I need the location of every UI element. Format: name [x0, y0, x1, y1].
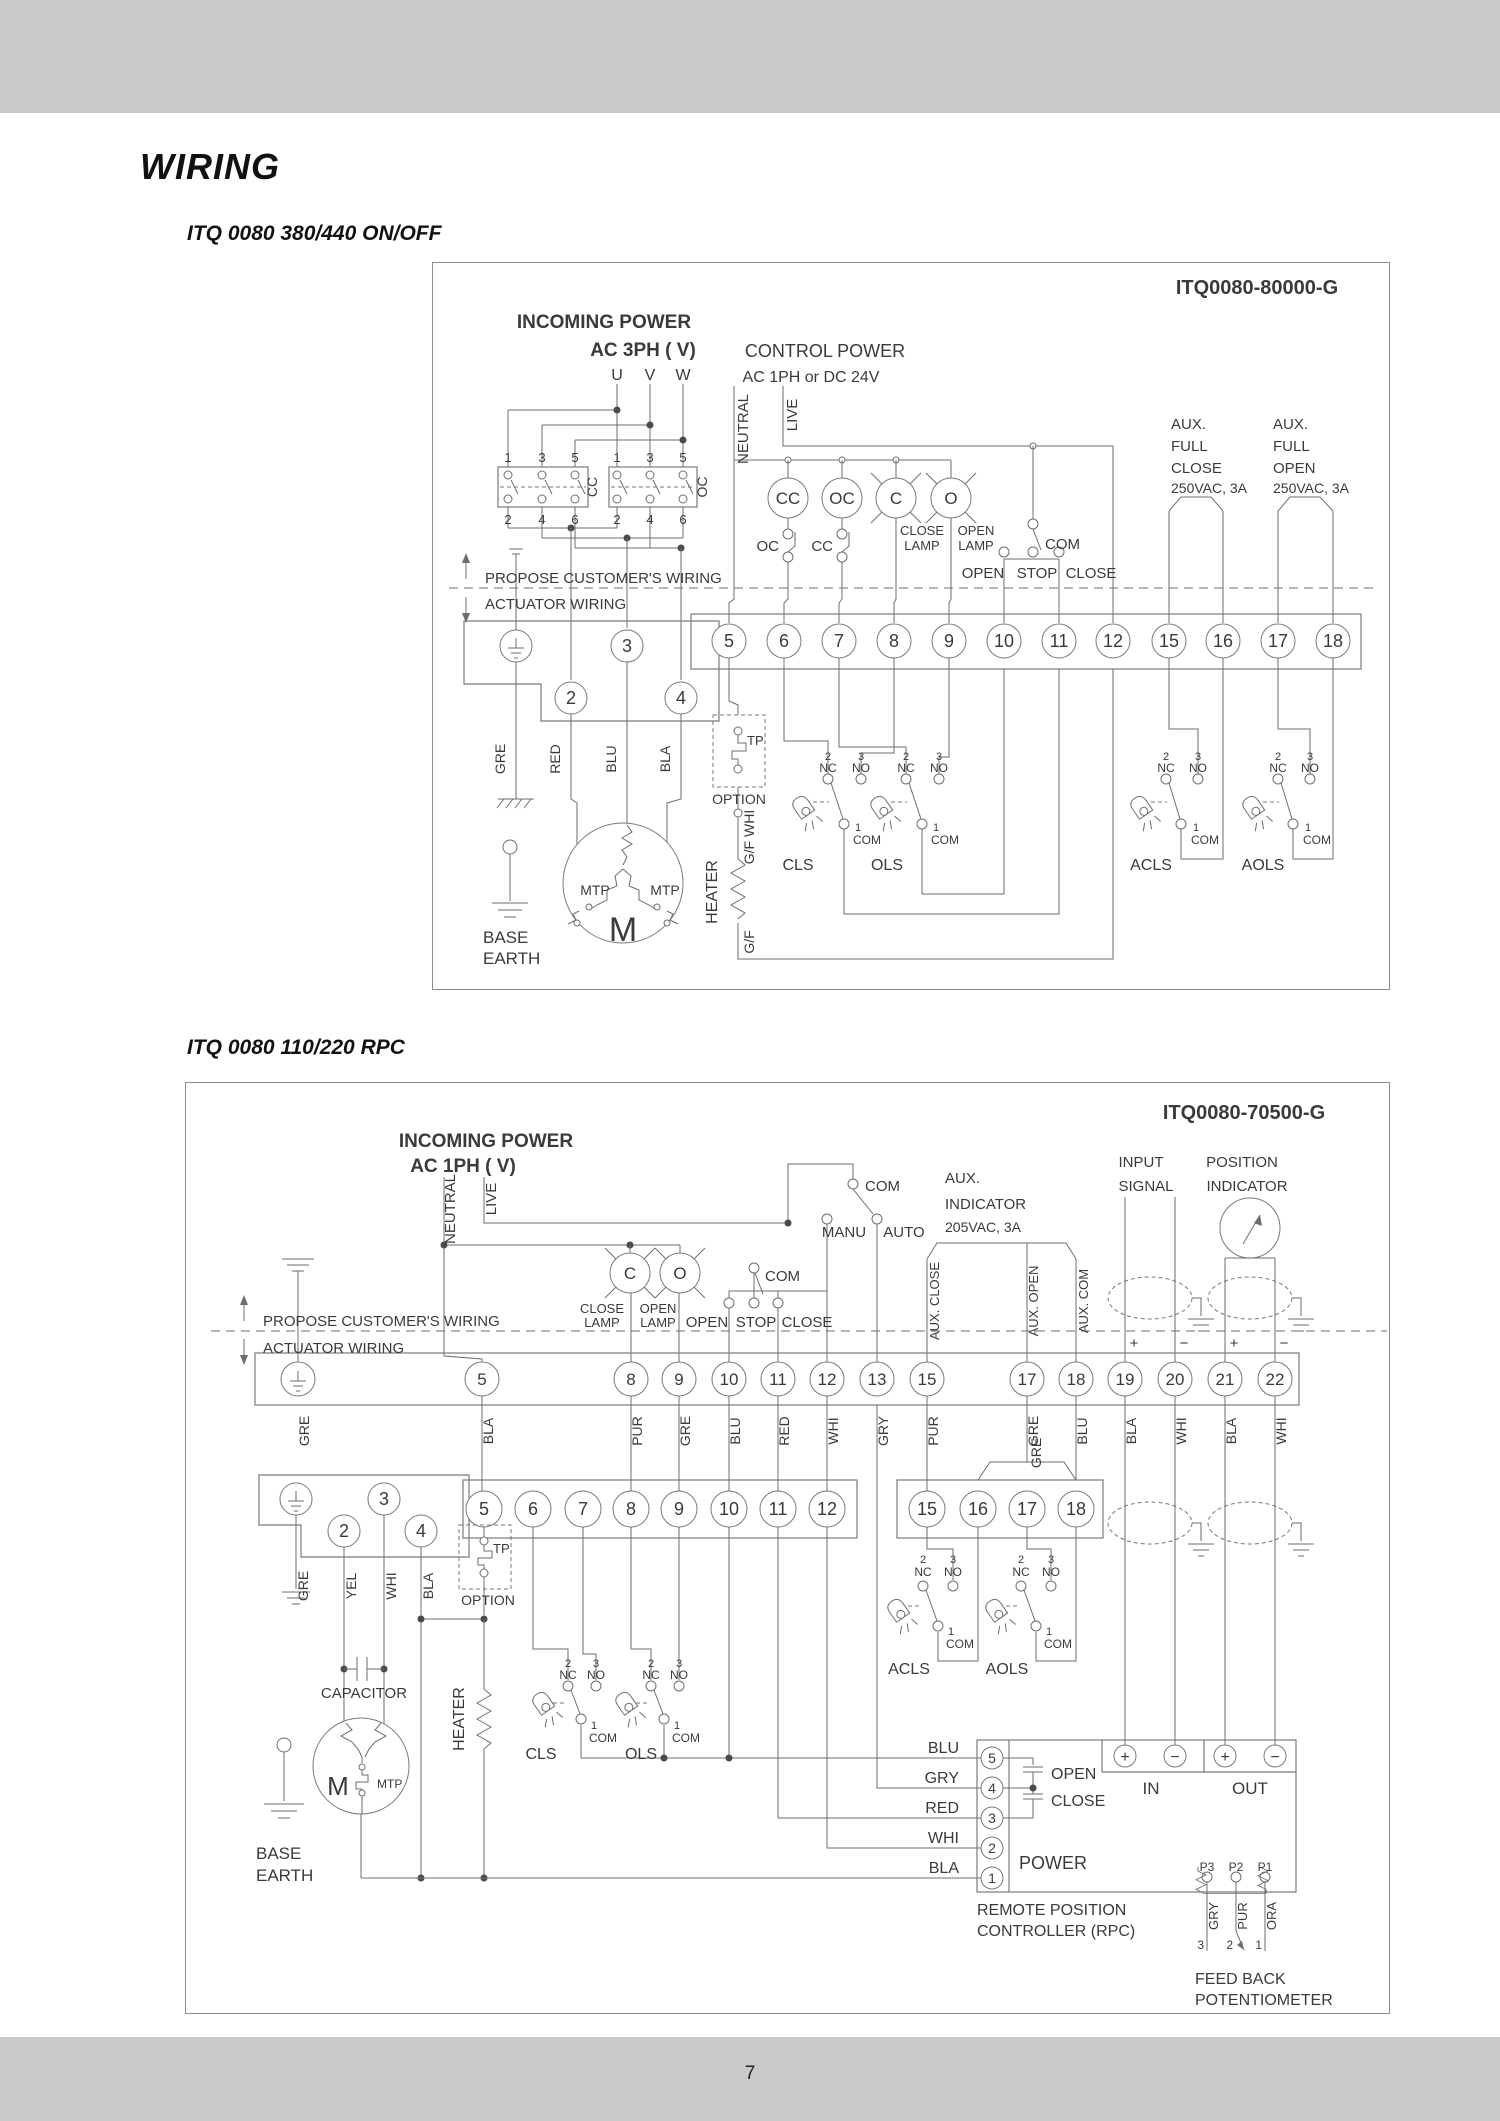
d1-aols-n2: 2: [1274, 751, 1282, 763]
d1-color-blu: BLU: [603, 745, 619, 773]
d2-cls-com: COM: [589, 1731, 617, 1745]
d2-colU-10: BLU: [1074, 1417, 1090, 1445]
d2-close-lamp-2: LAMP: [584, 1315, 620, 1330]
d2-out-minus: −: [1279, 1335, 1289, 1352]
d1-cls-label: CLS: [782, 857, 814, 874]
d2-rpc-in-plus: +: [1120, 1749, 1130, 1766]
d1-term-7: 7: [833, 631, 845, 651]
d1-code: ITQ0080-80000-G: [1175, 277, 1339, 299]
d1-acls-label: ACLS: [1130, 857, 1172, 874]
d2-aols-no: NO: [1042, 1565, 1060, 1579]
d2-feedback-2: POTENTIOMETER: [1195, 1992, 1333, 2009]
d2-termU-10: 10: [719, 1370, 739, 1389]
d2-cls-no: NO: [587, 1668, 605, 1682]
d2-pot-ora: ORA: [1264, 1901, 1279, 1931]
d1-incoming-2: AC 3PH ( V): [590, 340, 696, 361]
d2-rpc-out: OUT: [1232, 1779, 1268, 1798]
d2-ols-n1: 1: [674, 1720, 681, 1732]
d1-aols-n3: 3: [1306, 751, 1314, 763]
d2-termL-10: 10: [718, 1499, 740, 1519]
d2-acls-no: NO: [944, 1565, 962, 1579]
d1-term-3: 3: [621, 636, 633, 656]
d1-acls-com: COM: [1191, 833, 1219, 847]
d1-coil-oc: OC: [829, 489, 855, 508]
d1-aux-switches: [1125, 497, 1333, 834]
d2-open-lamp-1: OPEN: [639, 1301, 677, 1316]
d2-colU-7: GRY: [875, 1415, 891, 1447]
d1-k1n1: 1: [504, 450, 512, 465]
d2-termU-19: 19: [1115, 1370, 1135, 1389]
d1-earth: EARTH: [483, 949, 541, 968]
d2-open-lamp-2: LAMP: [640, 1315, 676, 1330]
d2-rpc-gry: GRY: [924, 1770, 959, 1787]
d1-color-gre: GRE: [492, 743, 508, 775]
d1-aols-label: AOLS: [1241, 857, 1285, 874]
d2-sel-com: COM: [865, 1178, 900, 1195]
d2-incoming-2: AC 1PH ( V): [410, 1156, 516, 1177]
d1-motor-m: M: [608, 911, 638, 949]
d1-aols-n1: 1: [1305, 822, 1312, 834]
d2-pot-gry: GRY: [1206, 1902, 1221, 1930]
d2-termU-8: 8: [626, 1370, 636, 1389]
d1-color-red: RED: [547, 744, 563, 774]
d2-acls-n2: 2: [919, 1554, 927, 1566]
d2-propose-label: PROPOSE CUSTOMER'S WIRING: [263, 1313, 500, 1330]
d2-colU-13: BLA: [1223, 1417, 1239, 1445]
d2-termU-15: 15: [917, 1370, 937, 1389]
d2-colU-5: RED: [776, 1416, 792, 1446]
d2-aols-n3: 3: [1047, 1554, 1055, 1566]
d1-auxc-3: CLOSE: [1171, 460, 1222, 477]
d1-btn-com: COM: [1045, 536, 1080, 553]
d2-termL-12: 12: [816, 1499, 838, 1519]
d1-auxc-4: 250VAC, 3A: [1171, 480, 1248, 496]
d2-pot-n2: 2: [1226, 1938, 1233, 1952]
d1-cls-n1: 1: [855, 822, 862, 834]
d2-cls-n1: 1: [591, 1720, 598, 1732]
d1-auxo-3: OPEN: [1273, 460, 1316, 477]
d2-termU-13: 13: [867, 1370, 887, 1389]
d1-btn-close: CLOSE: [1065, 565, 1117, 582]
d1-k1n4: 4: [538, 512, 546, 527]
d1-tp-label: TP: [747, 733, 764, 748]
d1-option-label: OPTION: [712, 791, 766, 807]
d2-capacitor-label: CAPACITOR: [320, 1685, 408, 1702]
d1-acls-n3: 3: [1194, 751, 1202, 763]
d2-lamp-c: C: [623, 1264, 637, 1283]
d2-rpc-p1: P1: [1257, 1860, 1273, 1874]
d1-coil-cc: CC: [775, 489, 801, 508]
d1-auxo-1: AUX.: [1273, 416, 1309, 433]
d2-colU-9: GRE: [1025, 1415, 1041, 1447]
diagram2-rpc: [185, 1082, 1390, 2014]
d2-btn-open: OPEN: [685, 1314, 729, 1331]
d1-k1n3: 3: [538, 450, 546, 465]
d2-colL-whi: WHI: [383, 1572, 399, 1600]
d1-cls-n3: 3: [857, 751, 865, 763]
d2-colU-11: BLA: [1123, 1417, 1139, 1445]
d1-acls-n1: 1: [1193, 822, 1200, 834]
d2-motor: [264, 1718, 409, 1818]
d2-input-1: INPUT: [1118, 1154, 1164, 1171]
d2-actuator-label: ACTUATOR WIRING: [263, 1340, 405, 1357]
d1-term-9: 9: [943, 631, 955, 651]
d2-colL-gre: GRE: [295, 1570, 311, 1602]
d2-aols-com: COM: [1044, 1637, 1072, 1651]
d2-code: ITQ0080-70500-G: [1162, 1102, 1326, 1124]
d1-neutral: NEUTRAL: [735, 393, 752, 465]
d2-pos-1: POSITION: [1206, 1154, 1278, 1171]
d2-termU-12: 12: [817, 1370, 837, 1389]
d1-k2n1: 1: [613, 450, 621, 465]
d2-cls-n2: 2: [564, 1658, 572, 1670]
d2-rpc-t5: 5: [988, 1750, 996, 1766]
d1-live: LIVE: [784, 398, 801, 432]
d1-phase-v: V: [644, 367, 656, 384]
d2-cls-nc: NC: [559, 1668, 577, 1682]
d1-open-lamp-1: OPEN: [957, 523, 995, 538]
d2-rpc-t4: 4: [988, 1780, 996, 1796]
d1-term-18: 18: [1322, 631, 1344, 651]
d2-ols-label: OLS: [624, 1746, 658, 1763]
d2-aux-close: AUX. CLOSE: [927, 1261, 942, 1341]
d1-term-5: 5: [723, 631, 735, 651]
d1-cls-no: NO: [852, 761, 870, 775]
d1-term-12: 12: [1102, 631, 1124, 651]
d2-rpc-power: POWER: [1019, 1853, 1088, 1873]
d1-ols-n3: 3: [935, 751, 943, 763]
d1-acls-n2: 2: [1162, 751, 1170, 763]
d1-k2n6: 6: [679, 512, 687, 527]
d2-rpc-p2: P2: [1228, 1860, 1244, 1874]
d2-mtp-label: MTP: [377, 1777, 403, 1791]
d2-termU-11: 11: [769, 1370, 787, 1389]
d1-control-1: CONTROL POWER: [744, 341, 906, 361]
d2-rpc-whi: WHI: [927, 1830, 959, 1847]
d1-k2n3: 3: [646, 450, 654, 465]
d2-termU-22: 22: [1265, 1370, 1285, 1389]
d2-colU-2: PUR: [629, 1416, 645, 1446]
d1-k1n6: 6: [571, 512, 579, 527]
page-title: WIRING: [140, 146, 280, 187]
d1-k2n5: 5: [679, 450, 687, 465]
d1-aols-nc: NC: [1269, 761, 1287, 775]
d2-ols-n3: 3: [675, 1658, 683, 1670]
d2-colU-4: BLU: [727, 1417, 743, 1445]
d2-rpc-t2: 2: [988, 1840, 996, 1856]
d2-colU-3: GRE: [677, 1415, 693, 1447]
d2-aols-label: AOLS: [985, 1661, 1029, 1678]
d1-term-2: 2: [565, 688, 577, 708]
d1-term-15: 15: [1158, 631, 1180, 651]
d2-close-lamp-1: CLOSE: [579, 1301, 625, 1316]
d1-k1n2: 2: [504, 512, 512, 527]
d2-termU-5: 5: [477, 1370, 487, 1389]
d2-aols-nc: NC: [1012, 1565, 1030, 1579]
d2-colU-0: GRE: [296, 1415, 312, 1447]
d2-colU-12: WHI: [1173, 1417, 1189, 1445]
d1-term-11: 11: [1049, 631, 1069, 651]
d1-term-8: 8: [888, 631, 900, 651]
d2-acls-n1: 1: [948, 1626, 955, 1638]
d1-term-4: 4: [675, 688, 687, 708]
d1-aols-com: COM: [1303, 833, 1331, 847]
d2-aols-n1: 1: [1046, 1626, 1053, 1638]
d1-gf-whi: G/F WHI: [741, 809, 757, 865]
d2-aols-n2: 2: [1017, 1554, 1025, 1566]
d1-gf: G/F: [741, 930, 757, 954]
d2-rpc-close: CLOSE: [1051, 1793, 1106, 1810]
d2-termU-18: 18: [1066, 1370, 1086, 1389]
d1-auxc-2: FULL: [1171, 438, 1208, 455]
d2-rpc-in: IN: [1142, 1779, 1160, 1798]
d2-ols-nc: NC: [642, 1668, 660, 1682]
d2-term-4: 4: [415, 1521, 427, 1541]
d2-pot-pur: PUR: [1235, 1902, 1250, 1930]
d2-live: LIVE: [483, 1182, 500, 1216]
d1-contactor-cc: CC: [584, 476, 600, 498]
d1-term-6: 6: [778, 631, 790, 651]
d2-ols-no: NO: [670, 1668, 688, 1682]
d2-pot-n3: 3: [1197, 1938, 1204, 1952]
d2-termL-16: 16: [967, 1499, 989, 1519]
d2-termL-15: 15: [916, 1499, 938, 1519]
d2-aux-switches: [882, 1581, 1056, 1637]
d2-rpc-blu: BLU: [927, 1740, 959, 1757]
d2-acls-label: ACLS: [888, 1661, 930, 1678]
d2-in-minus: −: [1179, 1335, 1189, 1352]
d2-pot-n1: 1: [1255, 1938, 1262, 1952]
d1-control-2: AC 1PH or DC 24V: [742, 369, 880, 386]
d1-auxo-4: 250VAC, 3A: [1273, 480, 1350, 496]
d2-colU-1: BLA: [480, 1417, 496, 1445]
d2-pos-2: INDICATOR: [1206, 1178, 1288, 1195]
d1-limit-switches: [787, 774, 944, 834]
diagram1-onoff: [432, 262, 1390, 990]
d2-tp-label: TP: [493, 1541, 510, 1556]
d2-auto: AUTO: [883, 1224, 925, 1241]
d2-rpc-out-plus: +: [1220, 1749, 1230, 1766]
d2-input-2: SIGNAL: [1118, 1178, 1174, 1195]
d2-termU-17: 17: [1017, 1370, 1037, 1389]
d2-termU-21: 21: [1215, 1370, 1235, 1389]
d2-motor-m: M: [327, 1771, 349, 1801]
page-number: 7: [744, 2063, 756, 2084]
d2-btn-close: CLOSE: [781, 1314, 833, 1331]
d2-colU-8: PUR: [925, 1416, 941, 1446]
d2-lamp-o: O: [673, 1264, 687, 1283]
diagram2-svg: [186, 1083, 1389, 2013]
d2-colU-14: WHI: [1273, 1417, 1289, 1445]
d1-auxo-2: FULL: [1273, 438, 1310, 455]
d1-lamp-o: O: [944, 489, 958, 508]
d2-rpc-name-2: CONTROLLER (RPC): [977, 1923, 1136, 1940]
d1-open-lamp-2: LAMP: [958, 538, 994, 553]
d2-termL-7: 7: [577, 1499, 589, 1519]
d2-neutral: NEUTRAL: [442, 1173, 459, 1245]
d1-term-16: 16: [1212, 631, 1234, 651]
d2-base: BASE: [256, 1844, 302, 1863]
d1-acls-no: NO: [1189, 761, 1207, 775]
d2-termL-17: 17: [1016, 1499, 1038, 1519]
d2-termU-9: 9: [674, 1370, 684, 1389]
d2-ols-n2: 2: [647, 1658, 655, 1670]
d2-cls-n3: 3: [592, 1658, 600, 1670]
d2-auxind-2: INDICATOR: [945, 1196, 1027, 1213]
d2-acls-n3: 3: [949, 1554, 957, 1566]
d2-rpc-t3: 3: [988, 1810, 996, 1826]
d1-k2n4: 4: [646, 512, 654, 527]
d2-ols-com: COM: [672, 1731, 700, 1745]
header-band: [0, 0, 1500, 113]
d1-propose-label: PROPOSE CUSTOMER'S WIRING: [485, 570, 722, 587]
d1-term-17: 17: [1267, 631, 1289, 651]
d1-k1n5: 5: [571, 450, 579, 465]
d2-jumper-gre: GRE: [1028, 1437, 1044, 1469]
d2-colU-6: WHI: [825, 1417, 841, 1445]
d1-cls-n2: 2: [824, 751, 832, 763]
d2-cls-label: CLS: [525, 1746, 557, 1763]
d1-heater-label: HEATER: [704, 860, 721, 924]
d2-in-plus: +: [1129, 1335, 1139, 1352]
d1-acls-nc: NC: [1157, 761, 1175, 775]
d1-cls-nc: NC: [819, 761, 837, 775]
d1-k2n2: 2: [613, 512, 621, 527]
d2-colL-yel: YEL: [343, 1572, 359, 1600]
d2-auxind-3: 205VAC, 3A: [945, 1219, 1022, 1235]
d2-rpc-out-minus: −: [1270, 1749, 1280, 1766]
d2-auxind-1: AUX.: [945, 1170, 981, 1187]
d2-option-label: OPTION: [461, 1592, 515, 1608]
d2-btn-com: COM: [765, 1268, 800, 1285]
d2-termU-20: 20: [1165, 1370, 1185, 1389]
d1-phase-u: U: [611, 367, 623, 384]
d1-mtp-left: MTP: [580, 882, 610, 898]
d2-termL-5: 5: [478, 1499, 490, 1519]
d1-ols-nc: NC: [897, 761, 915, 775]
d2-term-3: 3: [378, 1489, 390, 1509]
d1-aols-no: NO: [1301, 761, 1319, 775]
d2-termL-11: 11: [768, 1499, 788, 1519]
d2-acls-com: COM: [946, 1637, 974, 1651]
d2-heater-label: HEATER: [451, 1687, 468, 1751]
d2-colL-bla: BLA: [420, 1572, 436, 1600]
d1-btn-open: OPEN: [961, 565, 1005, 582]
d2-term-2: 2: [338, 1521, 350, 1541]
d1-lamp-c: C: [889, 489, 903, 508]
d2-manu: MANU: [821, 1224, 867, 1241]
d1-ols-n2: 2: [902, 751, 910, 763]
d2-feedback-1: FEED BACK: [1195, 1971, 1286, 1988]
d1-close-lamp-1: CLOSE: [899, 523, 945, 538]
d1-ols-no: NO: [930, 761, 948, 775]
d2-control-wiring: [441, 1164, 883, 1362]
d1-auxc-1: AUX.: [1171, 416, 1207, 433]
d2-aux-open: AUX. OPEN: [1026, 1265, 1041, 1337]
d2-rpc-p3: P3: [1199, 1860, 1215, 1874]
d2-aux-com: AUX. COM: [1076, 1268, 1091, 1334]
d1-contact-oc: OC: [756, 538, 779, 555]
d2-rpc-in-minus: −: [1170, 1749, 1180, 1766]
d1-ols-com: COM: [931, 833, 959, 847]
d1-phase-w: W: [675, 367, 691, 384]
d2-incoming-1: INCOMING POWER: [398, 1131, 574, 1152]
d2-termL-9: 9: [673, 1499, 685, 1519]
d2-rpc-open: OPEN: [1051, 1766, 1097, 1783]
d1-base: BASE: [483, 928, 529, 947]
d1-mtp-right: MTP: [650, 882, 680, 898]
d2-rpc-name-1: REMOTE POSITION: [977, 1902, 1127, 1919]
d2-rpc-bla: BLA: [928, 1860, 959, 1877]
d2-limit-switches: [527, 1681, 684, 1730]
d2-termL-6: 6: [527, 1499, 539, 1519]
d2-termL-8: 8: [625, 1499, 637, 1519]
d2-termL-18: 18: [1065, 1499, 1087, 1519]
d1-contactor-oc: OC: [694, 476, 710, 498]
d1-btn-stop: STOP: [1016, 565, 1058, 582]
diagram1-subtitle: ITQ 0080 380/440 ON/OFF: [187, 222, 442, 245]
d2-btn-stop: STOP: [735, 1314, 777, 1331]
d1-contact-cc: CC: [811, 538, 833, 555]
diagram1-svg: [433, 263, 1389, 989]
d1-incoming-1: INCOMING POWER: [516, 312, 692, 333]
d1-color-bla: BLA: [657, 745, 673, 773]
d2-rpc-t1: 1: [988, 1870, 996, 1886]
d1-actuator-label: ACTUATOR WIRING: [485, 596, 627, 613]
d2-rpc-red: RED: [925, 1800, 959, 1817]
d2-out-plus: +: [1229, 1335, 1239, 1352]
d1-cls-com: COM: [853, 833, 881, 847]
d1-close-lamp-2: LAMP: [904, 538, 940, 553]
d1-ols-label: OLS: [870, 857, 904, 874]
diagram2-subtitle: ITQ 0080 110/220 RPC: [187, 1036, 405, 1059]
d1-ols-n1: 1: [933, 822, 940, 834]
d1-term-10: 10: [993, 631, 1015, 651]
d2-acls-nc: NC: [914, 1565, 932, 1579]
d2-earth: EARTH: [256, 1866, 314, 1885]
